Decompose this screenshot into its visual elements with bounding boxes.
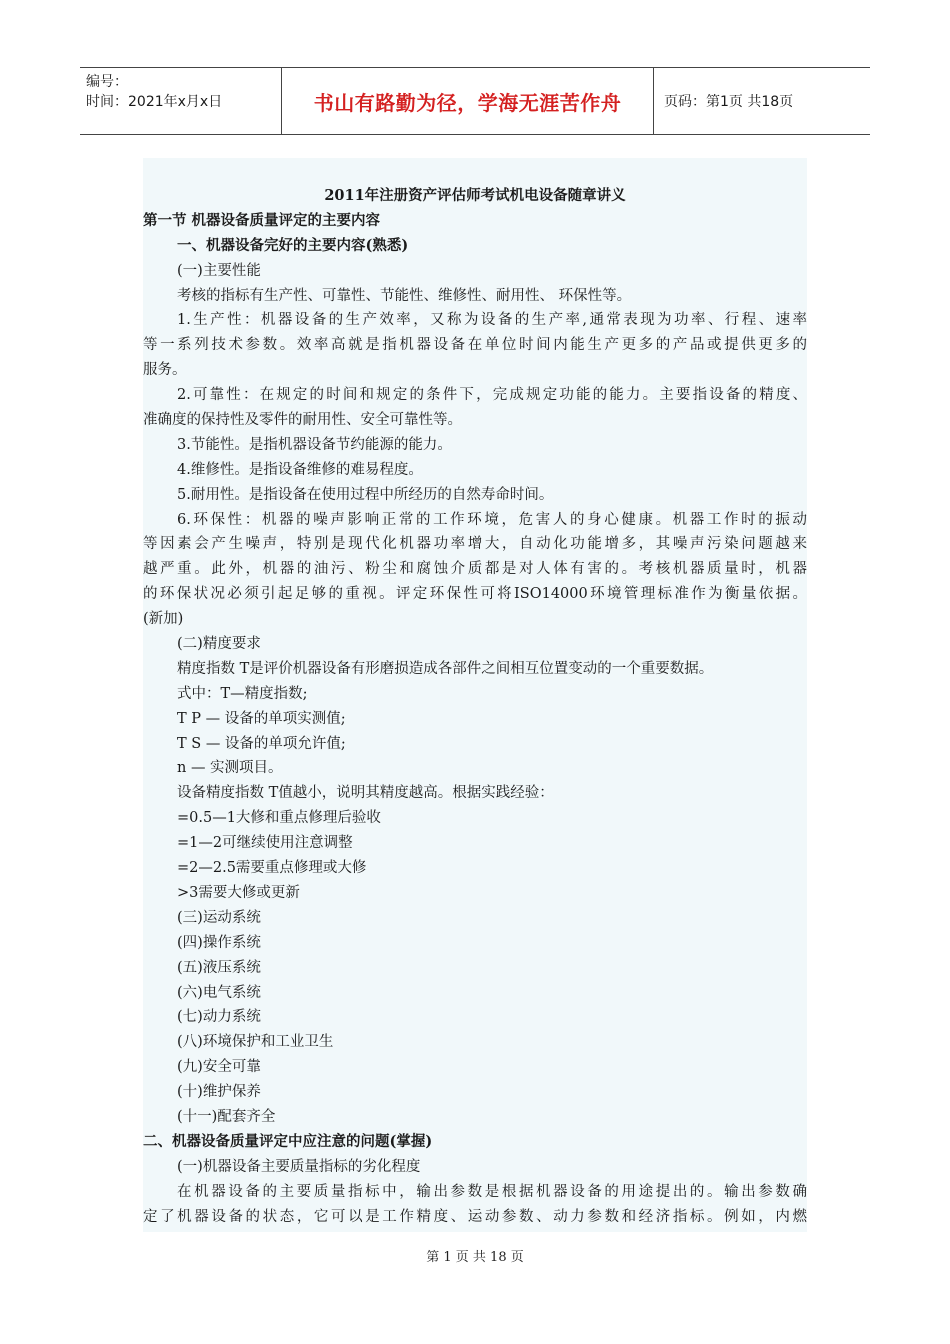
text-line: (三)运动系统 (177, 909, 261, 926)
header-motto: 书山有路勤为径，学海无涯苦作舟 (282, 68, 654, 134)
text-line: T S — 设备的单项允许值; (177, 735, 346, 752)
text-line: >3需要大修或更新 (177, 884, 300, 901)
text-line: (一)主要性能 (177, 262, 261, 279)
text-line: (一)机器设备主要质量指标的劣化程度 (177, 1158, 421, 1175)
text-line: 6.环保性：机器的噪声影响正常的工作环境，危害人的身心健康。机器工作时的振动 (177, 511, 807, 528)
text-line: 等因素会产生噪声，特别是现代化机器功率增大，自动化功能增多，其噪声污染问题越来 (143, 536, 807, 553)
section-heading: 第一节 机器设备质量评定的主要内容 (143, 211, 381, 229)
text-line: (五)液压系统 (177, 959, 261, 976)
text-line: 的环保状况必须引起足够的重视。评定环保性可将ISO14000环境管理标准作为衡量依据。 (143, 586, 807, 603)
document-title: 2011年注册资产评估师考试机电设备随章讲义 (324, 187, 626, 204)
text-line: 等一系列技术参数。效率高就是指机器设备在单位时间内能生产更多的产品或提供更多的 (143, 337, 807, 354)
text-line: 1.生产性：机器设备的生产效率，又称为设备的生产率,通常表现为功率、行程、速率 (177, 312, 807, 329)
document-date-label: 时间：2021年x月x日 (86, 94, 223, 110)
text-line: (四)操作系统 (177, 934, 261, 951)
text-line: (六)电气系统 (177, 984, 261, 1001)
text-line: 定了机器设备的状态，它可以是工作精度、运动参数、动力参数和经济指标。例如，内燃 (143, 1208, 807, 1225)
text-line: 设备精度指数 T值越小，说明其精度越高。根据实践经验： (177, 785, 554, 802)
text-line: 考核的指标有生产性、可靠性、节能性、维修性、耐用性、 环保性等。 (177, 287, 632, 304)
text-line: (十一)配套齐全 (177, 1108, 276, 1125)
text-line: (七)动力系统 (177, 1009, 261, 1026)
text-line: n — 实测项目。 (177, 760, 283, 777)
text-line: 4.维修性。是指设备维修的难易程度。 (177, 461, 423, 478)
text-line: 2.可靠性：在规定的时间和规定的条件下，完成规定功能的能力。主要指设备的精度、 (177, 387, 807, 404)
header-page-info: 页码：第1页 共18页 (664, 94, 794, 110)
text-line: (十)维护保养 (177, 1084, 261, 1101)
text-line: 在机器设备的主要质量指标中，输出参数是根据机器设备的用途提出的。输出参数确 (177, 1183, 807, 1200)
text-line: =0.5—1大修和重点修理后验收 (177, 810, 381, 827)
page-footer: 第 1 页 共 18 页 (426, 1250, 524, 1265)
text-line: (新加) (143, 611, 184, 628)
text-line: (九)安全可靠 (177, 1059, 261, 1076)
text-line: (八)环境保护和工业卫生 (177, 1034, 334, 1051)
text-line: (二)精度要求 (177, 636, 261, 653)
text-line: =2—2.5需要重点修理或大修 (177, 860, 367, 877)
text-line: 越严重。此外，机器的油污、粉尘和腐蚀介质都是对人体有害的。考核机器质量时，机器 (143, 561, 807, 578)
header-meta (80, 68, 282, 134)
text-line: 5.耐用性。是指设备在使用过程中所经历的自然寿命时间。 (177, 486, 554, 503)
document-body (143, 158, 807, 1232)
text-line: =1—2可继续使用注意调整 (177, 835, 353, 852)
text-line: 精度指数 T是评价机器设备有形磨损造成各部件之间相互位置变动的一个重要数据。 (177, 660, 714, 677)
text-line: 准确度的保持性及零件的耐用性、安全可靠性等。 (143, 412, 462, 429)
section-heading: 二、机器设备质量评定中应注意的问题(掌握) (143, 1132, 433, 1150)
text-line: T P — 设备的单项实测值; (177, 710, 346, 727)
page-header (80, 67, 870, 135)
text-line: 服务。 (143, 362, 187, 379)
subsection-heading: 一、机器设备完好的主要内容(熟悉) (177, 236, 409, 254)
document-number-label: 编号： (86, 74, 128, 90)
text-line: 3.节能性。是指机器设备节约能源的能力。 (177, 436, 452, 453)
text-line: 式中：T—精度指数; (177, 685, 308, 702)
